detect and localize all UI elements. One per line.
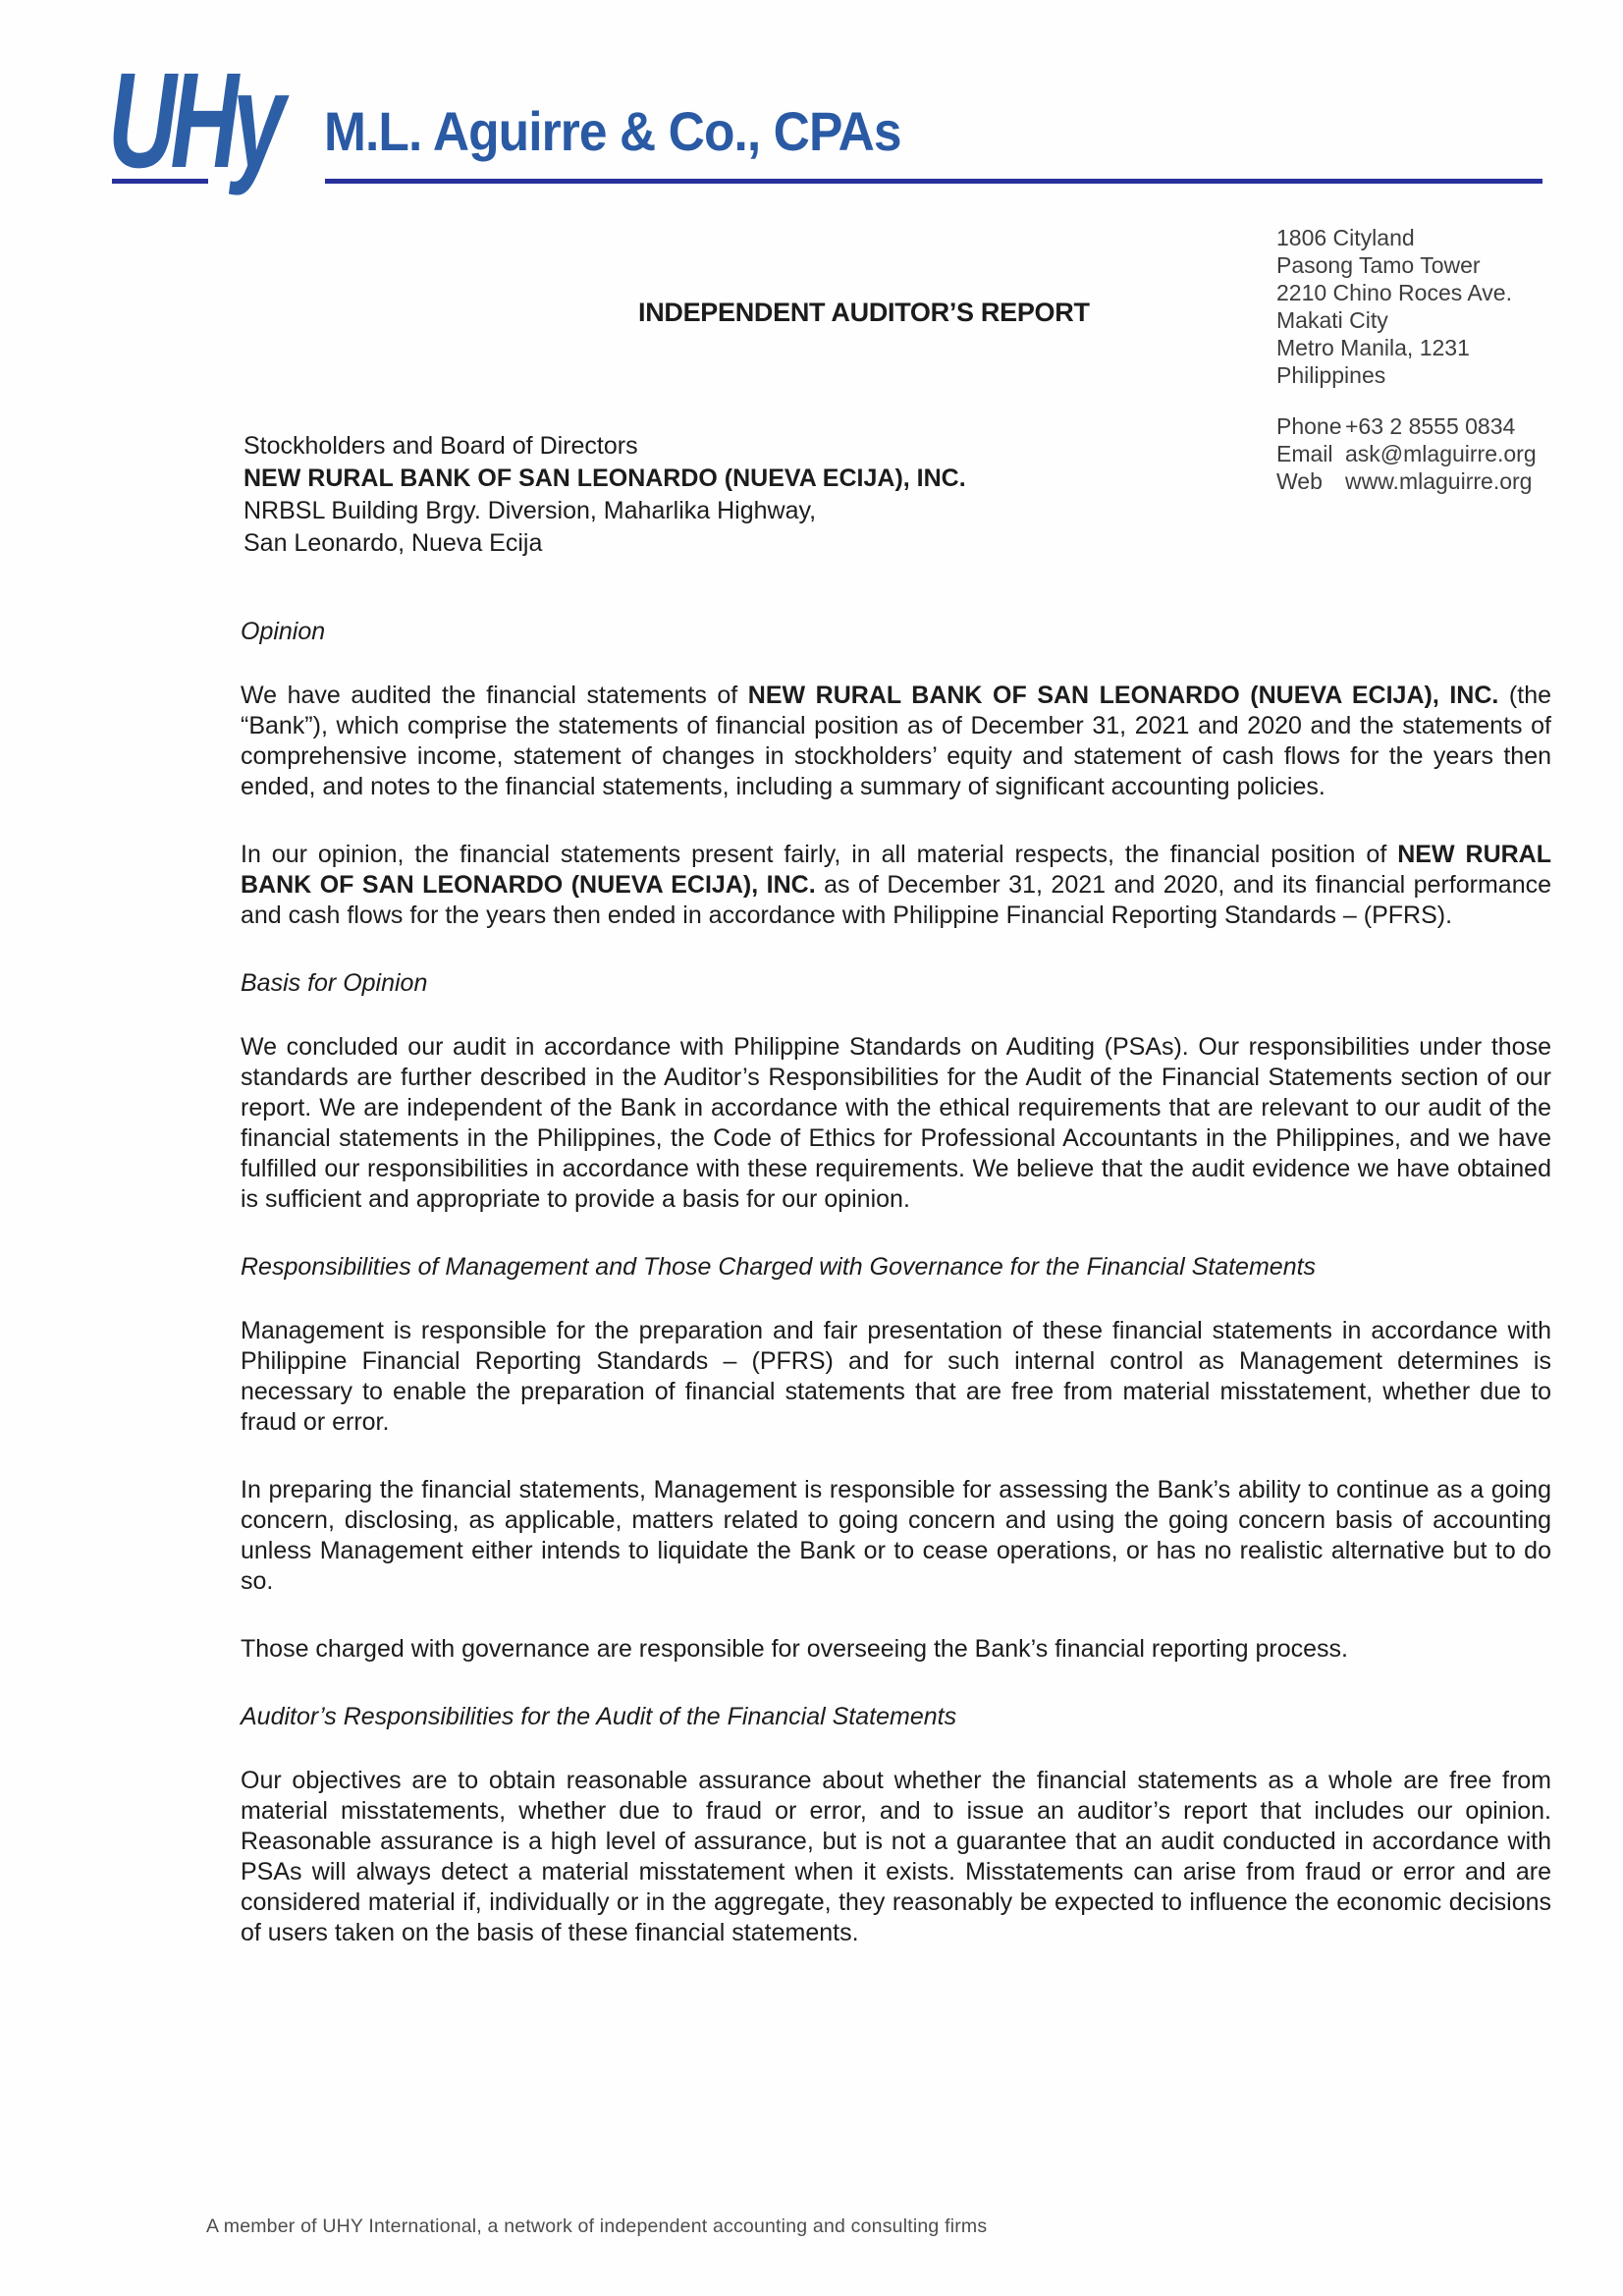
text-run: Those charged with governance are responsible for overseeing the Bank’s financial reporting process. <box>241 1635 1348 1663</box>
contact-label: Web <box>1276 468 1323 494</box>
contact-label: Phone <box>1276 413 1342 439</box>
address-line: Metro Manila, 1231 <box>1276 335 1470 360</box>
contact-row <box>1276 412 1537 440</box>
contact-value: ask@mlaguirre.org <box>1345 441 1537 466</box>
uhy-logo: UHy <box>108 45 280 196</box>
header-rule-right-segment <box>325 179 1542 184</box>
address-line: 2210 Chino Roces Ave. <box>1276 280 1512 305</box>
letterhead-contacts <box>1276 412 1537 495</box>
address-line: Pasong Tamo Tower <box>1276 252 1481 278</box>
bold-run: NEW RURAL BANK OF SAN LEONARDO (NUEVA ECIJA), INC. <box>747 682 1499 709</box>
contact-label: Email <box>1276 441 1333 466</box>
addressee-block <box>243 430 966 560</box>
addressee-line: NEW RURAL BANK OF SAN LEONARDO (NUEVA ECIJA), INC. <box>243 465 966 492</box>
contact-row <box>1276 440 1537 467</box>
body-paragraph <box>241 1766 1551 1948</box>
section-heading: Opinion <box>241 618 326 645</box>
section-heading: Auditor’s Responsibilities for the Audit of the Financial Statements <box>241 1703 957 1730</box>
letter-body <box>241 617 1551 1986</box>
text-run: Management is responsible for the preparation and fair presentation of these financial statements in accordance with Philippine Financial Reporting Standards – (PFRS) and for such internal control as Management determines is necessary to enable the preparation of financial statements that are free from material misstatement, whether due to fraud or error. <box>241 1317 1551 1436</box>
footer-membership-note: A member of UHY International, a network of independent accounting and consulting firms <box>206 2215 988 2237</box>
body-paragraph <box>241 840 1551 931</box>
text-run: In preparing the financial statements, Management is responsible for assessing the Bank’s ability to continue as a going concern, disclosing, as applicable, matters related to going concern and using the going concern basis of accounting unless Management either intends to liquidate the Bank or to cease operations, or has no realistic alternative but to do so. <box>241 1476 1551 1595</box>
body-paragraph <box>241 1475 1551 1597</box>
section-heading: Responsibilities of Management and Those Charged with Governance for the Financial Statements <box>241 1253 1317 1281</box>
bold-run: NEW RURAL BANK OF SAN LEONARDO (NUEVA ECIJA), INC. <box>241 841 1552 899</box>
text-run: as of December 31, 2021 and 2020, and its financial performance and cash flows for the years then ended in accordance with Philippine Financial Reporting Standards – (PFRS). <box>241 871 1551 929</box>
contact-value: www.mlaguirre.org <box>1345 468 1533 494</box>
addressee-line: San Leonardo, Nueva Ecija <box>243 529 543 557</box>
body-paragraph <box>241 1316 1551 1438</box>
section-heading: Basis for Opinion <box>241 969 428 997</box>
text-run: We have audited the financial statements of <box>241 682 748 709</box>
addressee-line: NRBSL Building Brgy. Diversion, Maharlika Highway, <box>243 497 817 524</box>
address-line: 1806 Cityland <box>1276 225 1415 250</box>
contact-row <box>1276 467 1537 495</box>
contact-value: +63 2 8555 0834 <box>1345 413 1516 439</box>
text-run: We concluded our audit in accordance with Philippine Standards on Auditing (PSAs). Our responsibilities under those standards are further described in the Auditor’s Responsibilities for the Audit of the Financial Statements section of our report. We are independent of the Bank in accordance with the ethical requirements that are relevant to our audit of the financial statements in the Philippines, the Code of Ethics for Professional Accountants in the Philippines, and we have fulfilled our responsibilities in accordance with these requirements. We believe that the audit evidence we have obtained is sufficient and appropriate to provide a basis for our opinion. <box>241 1033 1551 1213</box>
report-title: INDEPENDENT AUDITOR’S REPORT <box>638 298 1090 327</box>
body-paragraph <box>241 1634 1551 1665</box>
address-line: Philippines <box>1276 362 1386 388</box>
text-run: In our opinion, the financial statements present fairly, in all material respects, the financial position of <box>241 841 1398 868</box>
body-paragraph <box>241 681 1551 802</box>
address-line: Makati City <box>1276 307 1388 333</box>
text-run: Our objectives are to obtain reasonable assurance about whether the financial statements as a whole are free from material misstatements, whether due to fraud or error, and to issue an auditor’s report that includes our opinion. Reasonable assurance is a high level of assurance, but is not a guarantee that an audit conducted in accordance with PSAs will always detect a material misstatement when it exists. Misstatements can arise from fraud or error and are considered material if, individually or in the aggregate, they reasonably be expected to influence the economic decisions of users taken on the basis of these financial statements. <box>241 1767 1551 1946</box>
body-paragraph <box>241 1032 1551 1215</box>
firm-name: M.L. Aguirre & Co., CPAs <box>324 100 901 162</box>
addressee-line: Stockholders and Board of Directors <box>243 432 638 460</box>
letterhead-address <box>1276 224 1512 389</box>
text-run: (the “Bank”), which comprise the statements of financial position as of December 31, 2021 and 2020 and the statements of comprehensive income, statement of changes in stockholders’ equity and statement of cash flows for the years then ended, and notes to the financial statements, including a summary of significant accounting policies. <box>241 682 1551 800</box>
